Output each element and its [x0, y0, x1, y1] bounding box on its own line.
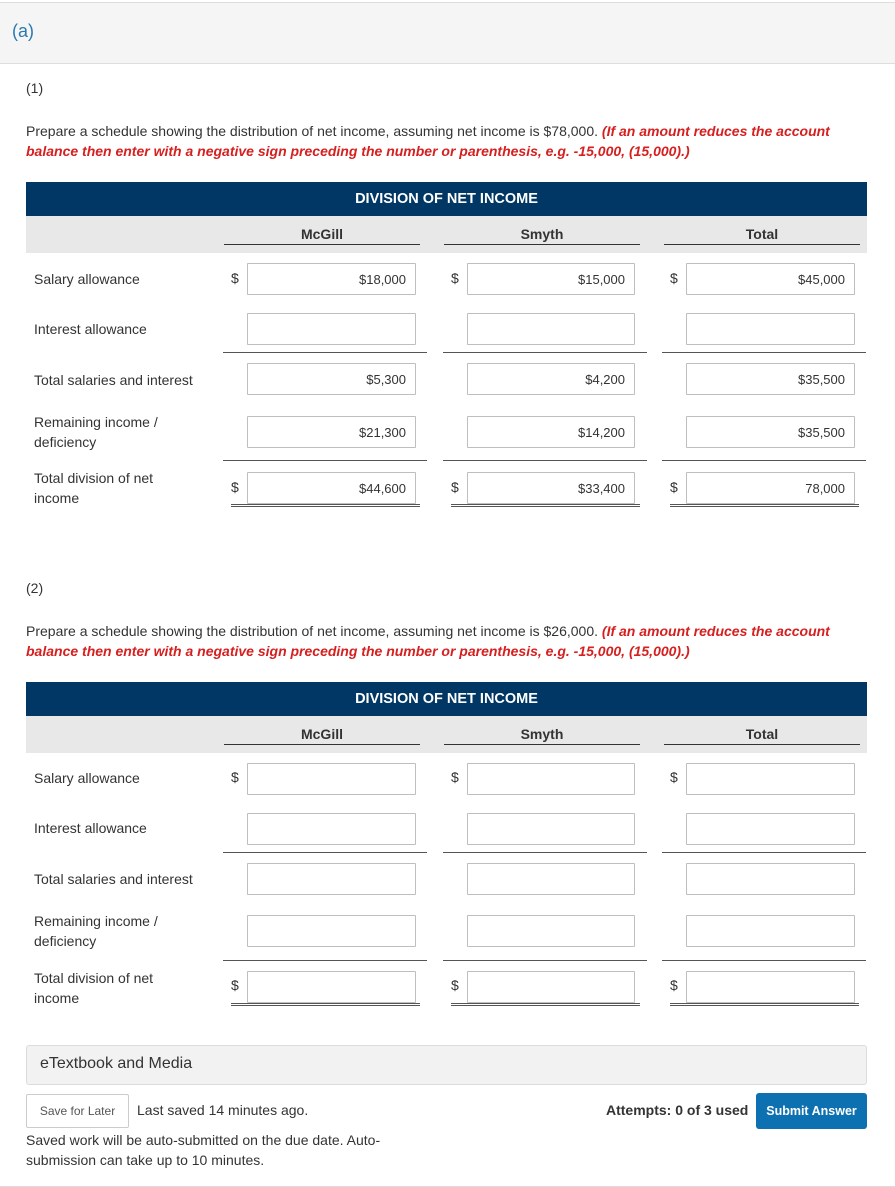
s2-remaining-total-input[interactable]	[686, 915, 855, 947]
section1-table-title: DIVISION OF NET INCOME	[26, 182, 867, 216]
dollar-sign: $	[231, 270, 239, 286]
s2-row-total-salaries-label: Total salaries and interest	[34, 871, 193, 887]
section2-instruction-text: Prepare a schedule showing the distribution of net income, assuming net income is $26,000.	[26, 623, 599, 639]
s1-salary-smyth-input[interactable]: $15,000	[467, 263, 635, 295]
last-saved-text: Last saved 14 minutes ago.	[137, 1102, 309, 1118]
s2-salary-mcgill-input[interactable]	[247, 763, 416, 795]
s1-row-salary-label: Salary allowance	[34, 271, 140, 287]
s2-row-remaining-label: Remaining income / deficiency	[34, 913, 158, 949]
attempts-counter: Attempts: 0 of 3 used	[606, 1102, 749, 1118]
s2-interest-mcgill-input[interactable]	[247, 813, 416, 845]
divider-line	[223, 460, 427, 461]
divider-line	[223, 352, 427, 353]
divider-line	[443, 960, 647, 961]
s2-totalsal-smyth-input[interactable]	[467, 863, 635, 895]
s1-interest-smyth-input[interactable]	[467, 313, 635, 345]
save-for-later-button[interactable]: Save for Later	[26, 1094, 129, 1128]
column-smyth: Smyth	[444, 726, 640, 745]
s2-interest-total-input[interactable]	[686, 813, 855, 845]
section2-instruction	[26, 621, 856, 661]
s2-totalsal-total-input[interactable]	[686, 863, 855, 895]
double-underline	[451, 504, 640, 507]
double-underline	[451, 1003, 640, 1006]
dollar-sign: $	[670, 479, 678, 495]
double-underline	[670, 1003, 859, 1006]
divider-line	[662, 460, 866, 461]
double-underline	[231, 1003, 420, 1006]
s1-row-remaining-label: Remaining income / deficiency	[34, 414, 158, 450]
dollar-sign: $	[231, 769, 239, 785]
s2-remaining-smyth-input[interactable]	[467, 915, 635, 947]
part-label: (a)	[12, 21, 34, 41]
s2-totaldiv-mcgill-input[interactable]	[247, 971, 416, 1003]
s1-row-total-division-label: Total division of net income	[34, 470, 154, 506]
s1-row-total-salaries-label: Total salaries and interest	[34, 372, 193, 388]
autosubmit-note: Saved work will be auto-submitted on the due date. Auto-submission can take up to 10 minutes.	[26, 1132, 381, 1168]
dollar-sign: $	[231, 977, 239, 993]
etextbook-label[interactable]: eTextbook and Media	[40, 1055, 193, 1072]
column-total: Total	[664, 726, 860, 745]
dollar-sign: $	[670, 977, 678, 993]
divider-line	[443, 852, 647, 853]
column-smyth: Smyth	[444, 226, 640, 245]
s1-totalsal-smyth-input[interactable]: $4,200	[467, 363, 635, 395]
section1-note: (If an amount reduces the account balance then enter with a negative sign preceding the number or parenthesis, e.g. -15,000, (15,000).)	[26, 123, 830, 159]
s2-salary-total-input[interactable]	[686, 763, 855, 795]
section1-instruction-text: Prepare a schedule showing the distribution of net income, assuming net income is $78,000.	[26, 123, 599, 139]
s1-remaining-mcgill-input[interactable]: $21,300	[247, 416, 416, 448]
double-underline	[670, 504, 859, 507]
s2-salary-smyth-input[interactable]	[467, 763, 635, 795]
divider-line	[662, 352, 866, 353]
s2-interest-smyth-input[interactable]	[467, 813, 635, 845]
divider-line	[223, 852, 427, 853]
s1-remaining-total-input[interactable]: $35,500	[686, 416, 855, 448]
divider-line	[662, 960, 866, 961]
divider-line	[443, 352, 647, 353]
s2-totaldiv-total-input[interactable]	[686, 971, 855, 1003]
s1-totaldiv-mcgill-input[interactable]: $44,600	[247, 472, 416, 504]
dollar-sign: $	[670, 769, 678, 785]
column-mcgill: McGill	[224, 726, 420, 745]
section1-label: (1)	[26, 80, 44, 96]
column-mcgill: McGill	[224, 226, 420, 245]
s2-row-total-division-label: Total division of net income	[34, 970, 154, 1006]
dollar-sign: $	[451, 977, 459, 993]
s1-salary-mcgill-input[interactable]: $18,000	[247, 263, 416, 295]
divider-line	[443, 460, 647, 461]
dollar-sign: $	[231, 479, 239, 495]
dollar-sign: $	[670, 270, 678, 286]
s1-totalsal-mcgill-input[interactable]: $5,300	[247, 363, 416, 395]
part-header	[0, 2, 895, 64]
s1-salary-total-input[interactable]: $45,000	[686, 263, 855, 295]
dollar-sign: $	[451, 270, 459, 286]
s1-interest-total-input[interactable]	[686, 313, 855, 345]
s2-totalsal-mcgill-input[interactable]	[247, 863, 416, 895]
section2-label: (2)	[26, 580, 44, 596]
s1-totaldiv-total-input[interactable]: 78,000	[686, 472, 855, 504]
dollar-sign: $	[451, 479, 459, 495]
section2-table-title: DIVISION OF NET INCOME	[26, 682, 867, 716]
double-underline	[231, 504, 420, 507]
s1-remaining-smyth-input[interactable]: $14,200	[467, 416, 635, 448]
s1-totaldiv-smyth-input[interactable]: $33,400	[467, 472, 635, 504]
s2-row-interest-label: Interest allowance	[34, 820, 147, 836]
s2-row-salary-label: Salary allowance	[34, 770, 140, 786]
submit-answer-button[interactable]: Submit Answer	[756, 1093, 867, 1129]
section2-column-header	[26, 716, 867, 753]
section2-note: (If an amount reduces the account balance then enter with a negative sign preceding the number or parenthesis, e.g. -15,000, (15,000).)	[26, 623, 830, 659]
s1-interest-mcgill-input[interactable]	[247, 313, 416, 345]
divider-line	[223, 960, 427, 961]
section1-column-header	[26, 216, 867, 253]
s2-totaldiv-smyth-input[interactable]	[467, 971, 635, 1003]
divider-line	[662, 852, 866, 853]
s1-row-interest-label: Interest allowance	[34, 321, 147, 337]
s1-totalsal-total-input[interactable]: $35,500	[686, 363, 855, 395]
dollar-sign: $	[451, 769, 459, 785]
section1-instruction	[26, 121, 856, 161]
s2-remaining-mcgill-input[interactable]	[247, 915, 416, 947]
column-total: Total	[664, 226, 860, 245]
